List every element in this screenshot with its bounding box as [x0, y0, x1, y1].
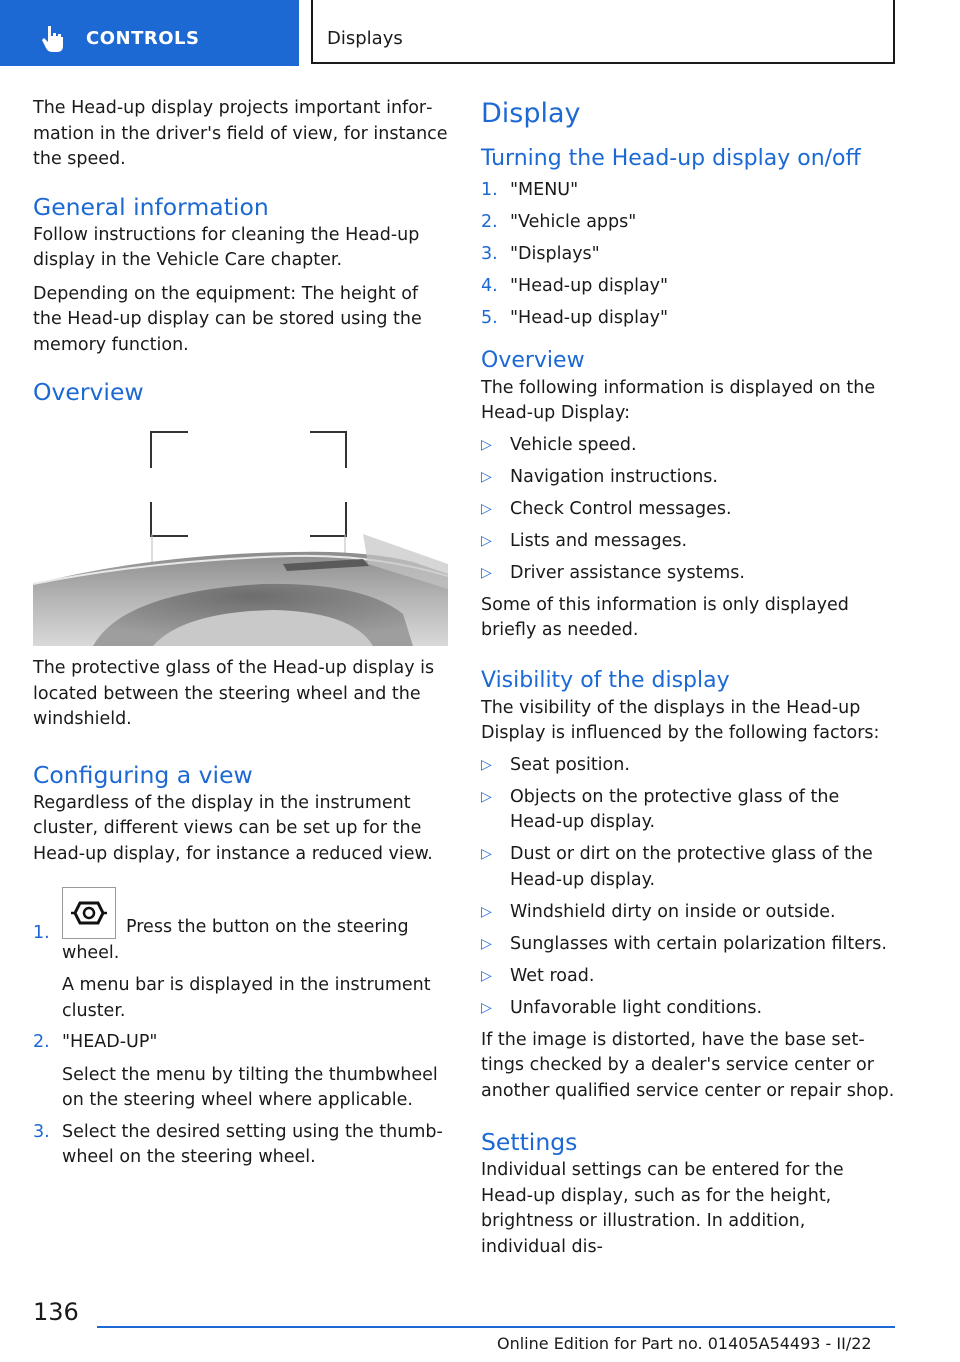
- step-number: 1.: [481, 180, 498, 200]
- info-note: Some of this information is only displayed briefly as needed.: [481, 594, 849, 640]
- figure-caption: The protective glass of the Head-up display is located between the steering wheel and the windshield.: [33, 658, 435, 729]
- head-up-display-figure: [33, 414, 448, 646]
- step-text: "MENU": [510, 180, 579, 200]
- list-item: ▷ Unfavorable light conditions.: [481, 996, 895, 1022]
- step-text: "Vehicle apps": [510, 212, 637, 232]
- bullet-icon: ▷: [481, 935, 492, 952]
- list-item: [481, 178, 895, 204]
- footer-divider: [97, 1326, 895, 1328]
- settings-paragraph: Individual settings can be entered for the Head-up display, such as for the height, brightness or illustration. In addition, individual dis-: [481, 1160, 844, 1257]
- list-item: ▷ Vehicle speed.: [481, 433, 895, 459]
- list-item: ▷ Navigation instructions.: [481, 465, 895, 491]
- bullet-icon: ▷: [481, 999, 492, 1016]
- step-text: Press the button on the steering wheel.: [62, 917, 409, 963]
- step-number: 2.: [481, 212, 498, 232]
- step-number: 3.: [33, 1121, 50, 1142]
- step-text: "Head-up display": [510, 276, 669, 296]
- step-number: 1.: [33, 923, 50, 943]
- general-paragraph-2: Depending on the equipment: The height of the Head-up display can be stored using the memory function.: [33, 283, 422, 355]
- display-heading: Display: [481, 98, 581, 129]
- step-subtext: A menu bar is displayed in the instrument cluster.: [62, 975, 431, 1021]
- configuring-view-heading: Configuring a view: [33, 760, 253, 789]
- bullet-icon: ▷: [481, 436, 492, 453]
- list-item: [33, 1120, 448, 1171]
- overview-heading-right: Overview: [481, 347, 585, 373]
- list-item: ▷ Wet road.: [481, 964, 895, 990]
- chapter-title: Displays: [327, 28, 403, 49]
- intro-paragraph: The Head-up display projects important information in the driver's field of view, for instance the speed.: [33, 98, 448, 169]
- step-subtext: Select the menu by tilting the thumbwheel on the steering wheel where applicable.: [62, 1064, 438, 1110]
- page-number: 136: [33, 1298, 79, 1326]
- list-item: [481, 210, 895, 236]
- bullet-icon: ▷: [481, 788, 492, 805]
- configure-steps: [33, 887, 448, 1171]
- hud-settings-icon: [63, 888, 115, 938]
- list-item: ▷ Lists and messages.: [481, 529, 895, 555]
- menu-steps: [481, 178, 895, 332]
- list-item: ▷ Objects on the protective glass of the Head-up display.: [481, 786, 840, 832]
- right-column: [481, 96, 895, 1268]
- list-item: ▷ Dust or dirt on the protective glass of the Head-up display.: [481, 844, 873, 890]
- step-text: "Displays": [510, 244, 600, 264]
- list-item: [481, 306, 895, 332]
- bullet-icon: ▷: [481, 846, 492, 862]
- bullet-icon: ▷: [481, 967, 492, 984]
- list-item: [33, 887, 448, 1024]
- step-number: 2.: [33, 1032, 50, 1052]
- bullet-icon: ▷: [481, 756, 492, 773]
- list-item: ▷ Driver assistance systems.: [481, 561, 895, 587]
- bullet-icon: ▷: [481, 500, 492, 517]
- left-column: [33, 96, 448, 1171]
- footer-edition: Online Edition for Part no. 01405A54493 - II/22: [497, 1334, 872, 1353]
- info-list: [481, 433, 895, 587]
- chapter-header: [311, 0, 895, 64]
- bullet-icon: ▷: [481, 903, 492, 920]
- distorted-paragraph: If the image is distorted, have the base settings checked by a dealer's service center or another qualified service center or repair shop.: [481, 1029, 895, 1101]
- step-number: 5.: [481, 308, 498, 328]
- step-text: Select the desired setting using the thumbwheel on the steering wheel.: [62, 1121, 443, 1167]
- list-item: ▷ Check Control messages.: [481, 497, 895, 523]
- steering-wheel-button: [62, 887, 116, 939]
- step-number: 4.: [481, 276, 498, 296]
- section-tab: [0, 0, 299, 66]
- turning-heading: Turning the Head-up display on/off: [481, 146, 861, 171]
- visibility-paragraph: The visibility of the displays in the Head-up Display is influenced by the following factors:: [481, 697, 880, 743]
- list-item: ▷ Seat position.: [481, 753, 895, 779]
- list-item: ▷ Sunglasses with certain polarization filters.: [481, 932, 895, 958]
- settings-heading: Settings: [481, 1128, 578, 1156]
- overview-heading-left: Overview: [33, 378, 144, 406]
- bullet-icon: ▷: [481, 468, 492, 485]
- general-information-heading: General information: [33, 192, 269, 221]
- list-item: [33, 1030, 448, 1114]
- configuring-view-paragraph: Regardless of the display in the instrument cluster, different views can be set up for the Head-up display, for instance a reduced view.: [33, 792, 433, 864]
- bullet-icon: ▷: [481, 564, 492, 581]
- dashboard-illustration: [33, 414, 448, 646]
- list-item: [481, 274, 895, 300]
- list-item: ▷ Windshield dirty on inside or outside.: [481, 900, 895, 926]
- step-text: "Head-up display": [510, 308, 669, 328]
- overview-paragraph: The following information is displayed on the Head-up Display:: [481, 377, 876, 423]
- section-label: CONTROLS: [86, 28, 200, 49]
- factor-list: [481, 753, 895, 1022]
- general-paragraph-1: Follow instructions for cleaning the Head-up display in the Vehicle Care chapter.: [33, 224, 420, 270]
- visibility-heading: Visibility of the display: [481, 667, 730, 693]
- list-item: [481, 242, 895, 268]
- hand-pointer-icon: [38, 24, 68, 54]
- bullet-icon: ▷: [481, 532, 492, 549]
- step-number: 3.: [481, 244, 498, 264]
- step-text: "HEAD-UP": [62, 1032, 158, 1052]
